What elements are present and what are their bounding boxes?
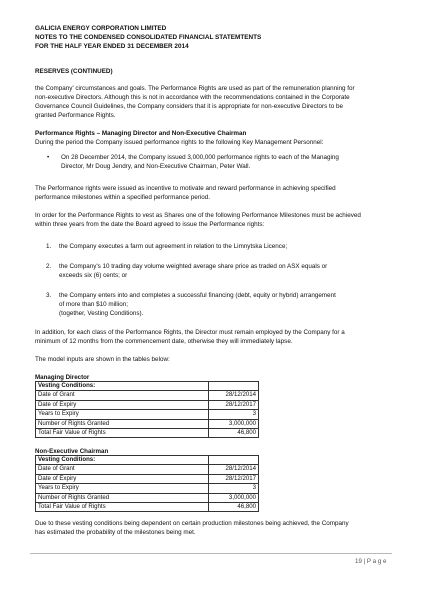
table-header-row — [36, 382, 259, 391]
table-row — [36, 493, 259, 502]
milestone-line: exceeds six (6) cents; or — [59, 272, 128, 279]
milestone-line: the Company enters into and completes a successful financing (debt, equity or hybrid) arrangement — [59, 292, 336, 299]
row-value: 28/12/2014 — [209, 391, 259, 400]
company-name: GALICIA ENERGY CORPORATION LIMITED — [35, 25, 167, 32]
employment-line: In addition, for each class of the Performance Rights, the Director must remain employed by the Company for a — [35, 329, 345, 336]
bullet-line: On 28 December 2014, the Company issued 3,000,000 performance rights to each of the Managing — [61, 154, 339, 161]
table-row — [36, 503, 259, 512]
row-label: Total Fair Value of Rights — [36, 503, 209, 512]
row-label: Date of Grant — [36, 465, 209, 474]
milestone-number: 1. — [46, 243, 52, 250]
bullet-line: Director, Mr Doug Jendry, and Non-Executive Chairman, Peter Wall. — [61, 163, 251, 170]
table-header-row — [36, 456, 259, 465]
intro-line: granted Performance Rights. — [35, 112, 116, 119]
milestone-number: 2. — [46, 263, 52, 270]
row-value: 3 — [209, 484, 259, 493]
milestone-line: (together, Vesting Conditions). — [59, 310, 144, 317]
document-header — [35, 24, 261, 52]
bullet-icon: • — [47, 154, 50, 161]
table-row — [36, 400, 259, 409]
page-number: 19 | P a g e — [355, 558, 387, 565]
table-row — [36, 419, 259, 428]
employment-paragraph — [35, 328, 391, 346]
row-label: Years to Expiry — [36, 484, 209, 493]
milestone-number: 3. — [46, 292, 52, 299]
milestone-line: the Company's 10 trading day volume weighted average share price as traded on ASX equals or — [59, 263, 328, 270]
row-label: Date of Grant — [36, 391, 209, 400]
intro-line: non-executive Directors. Although this is not in accordance with the recommendations contained in the Corporate — [35, 94, 350, 101]
section-title: RESERVES (CONTINUED) — [35, 68, 113, 75]
table-header-cell — [209, 456, 259, 465]
row-value: 3 — [209, 410, 259, 419]
closing-line: Due to these vesting conditions being dependent on certain production milestones being achieved, the Company — [35, 520, 349, 527]
table-row — [36, 465, 259, 474]
row-label: Date of Expiry — [36, 400, 209, 409]
row-label: Years to Expiry — [36, 410, 209, 419]
row-label: Number of Rights Granted — [36, 419, 209, 428]
closing-line: has estimated the probability of the milestones being met. — [35, 529, 196, 536]
row-value: 28/12/2017 — [209, 400, 259, 409]
row-value: 3,000,000 — [209, 419, 259, 428]
vesting-paragraph — [35, 211, 391, 229]
closing-paragraph — [35, 519, 391, 537]
incentive-line: performance milestones within a specified performance period. — [35, 194, 210, 201]
milestone-line: the Company executes a farm out agreement in relation to the Limnytska Licence; — [59, 243, 288, 250]
row-value: 46,800 — [209, 503, 259, 512]
incentive-line: The Performance rights were issued as incentive to motivate and reward performance in achieving specified — [35, 185, 336, 192]
md-table-title: Managing Director — [35, 374, 90, 381]
table-row — [36, 391, 259, 400]
model-inputs-lead: The model inputs are shown in the tables below: — [35, 356, 170, 363]
vesting-line: within three years from the date the Board agreed to issue the Performance rights: — [35, 221, 265, 228]
intro-line: the Company' circumstances and goals. The Performance Rights are used as part of the remuneration planning for — [35, 85, 355, 92]
row-label: Total Fair Value of Rights — [36, 429, 209, 438]
row-value: 46,800 — [209, 429, 259, 438]
row-label: Number of Rights Granted — [36, 493, 209, 502]
footer-divider — [30, 553, 392, 554]
intro-paragraph — [35, 84, 391, 120]
nec-table-title: Non-Executive Chairman — [35, 448, 109, 455]
md-table — [35, 381, 259, 438]
row-value: 3,000,000 — [209, 493, 259, 502]
notes-title: NOTES TO THE CONDENSED CONSOLIDATED FINANCIAL STATEMTENTS — [35, 34, 262, 42]
table-header-cell: Vesting Conditions: — [36, 456, 209, 465]
perf-rights-heading: Performance Rights – Managing Director and Non-Executive Chairman — [35, 130, 247, 137]
vesting-line: In order for the Performance Rights to vest as Shares one of the following Performance Milestones must be achieved — [35, 212, 361, 219]
nec-table — [35, 455, 259, 512]
table-row — [36, 474, 259, 483]
perf-rights-lead: During the period the Company issued performance rights to the following Key Management Personnel: — [35, 139, 324, 146]
period-title: FOR THE HALF YEAR ENDED 31 DECEMBER 2014 — [35, 43, 189, 51]
employment-line: minimum of 12 months from the commencement date, otherwise they will immediately lapse. — [35, 338, 293, 345]
table-row — [36, 410, 259, 419]
row-value: 28/12/2017 — [209, 474, 259, 483]
row-label: Date of Expiry — [36, 474, 209, 483]
table-row — [36, 429, 259, 438]
table-header-cell: Vesting Conditions: — [36, 382, 209, 391]
row-value: 28/12/2014 — [209, 465, 259, 474]
table-row — [36, 484, 259, 493]
intro-line: Governance Council Guidelines, the Company considers that it is appropriate for non-executive Directors to be — [35, 103, 344, 110]
table-header-cell — [209, 382, 259, 391]
milestone-line: of more than $10 million; — [59, 301, 128, 308]
incentive-paragraph — [35, 184, 391, 202]
